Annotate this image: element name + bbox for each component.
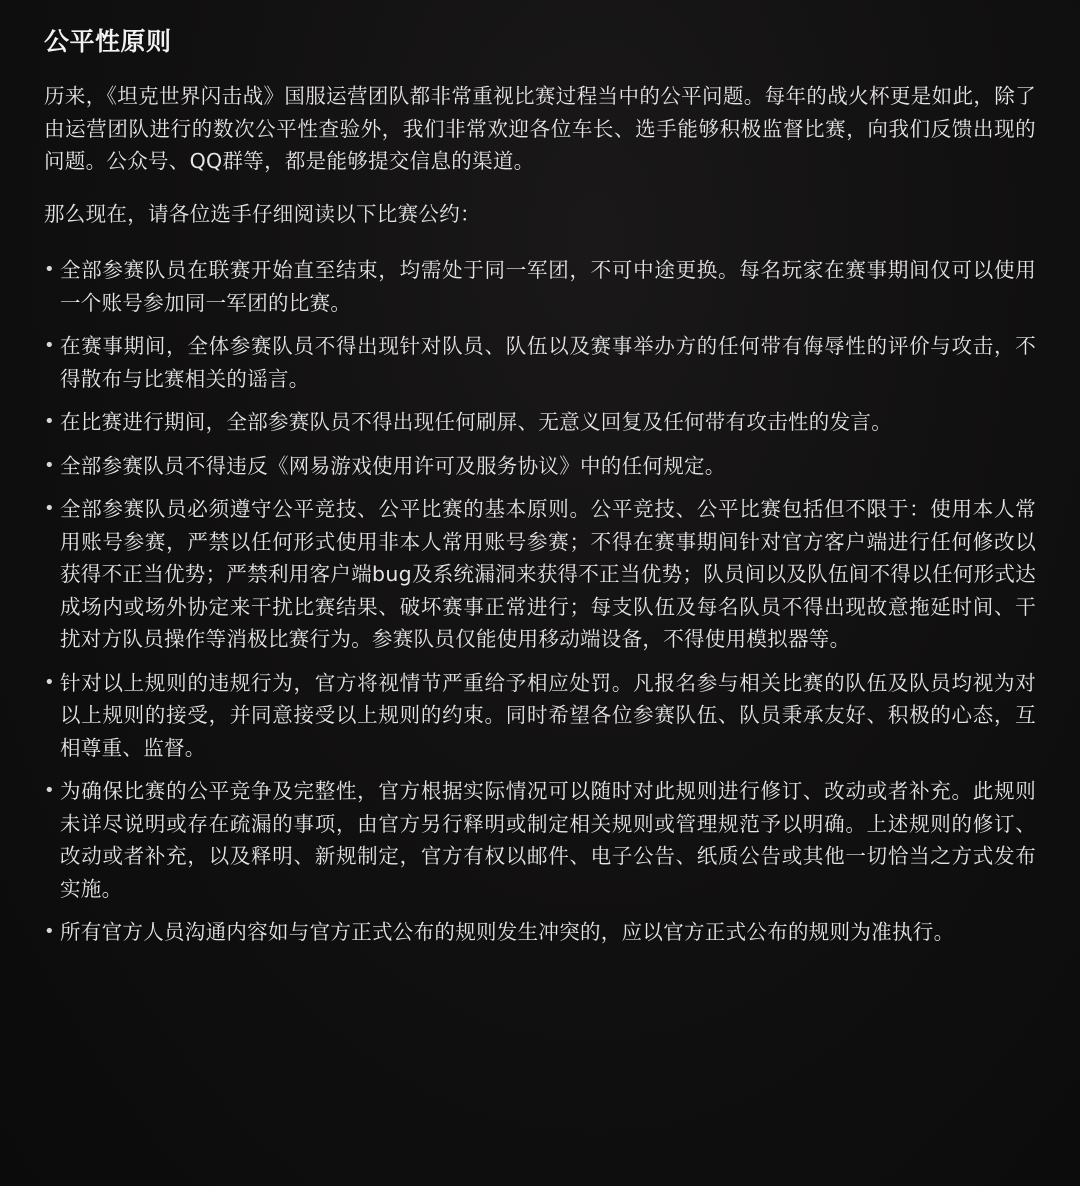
lead-paragraph: 那么现在，请各位选手仔细阅读以下比赛公约： [44, 201, 481, 226]
rule-text: 全部参赛队员必须遵守公平竞技、公平比赛的基本原则。公平竞技、公平比赛包括但不限于：使用本人常用账号参赛，严禁以任何形式使用非本人常用账号参赛；不得在赛事期间针对官方客户端进行任何修改以获得不正当优势；严禁利用客户端bug及系统漏洞来获得不正当优势；队员间以及队伍间不得以任何形式达成场内或场外协定来干扰比赛结果、破坏赛事正常进行；每支队伍及每名队员不得出现故意拖延时间、干扰对方队员操作等消极比赛行为。参赛队员仅能使用移动端设备，不得使用模拟器等。 [60, 497, 1036, 651]
rules-list [44, 254, 1036, 949]
rule-text: 针对以上规则的违规行为，官方将视情节严重给予相应处罚。凡报名参与相关比赛的队伍及队员均视为对以上规则的接受，并同意接受以上规则的约束。同时希望各位参赛队伍、队员秉承友好、积极的心态，互相尊重、监督。 [60, 670, 1036, 760]
rule-text: 为确保比赛的公平竞争及完整性，官方根据实际情况可以随时对此规则进行修订、改动或者补充。此规则未详尽说明或存在疏漏的事项，由官方另行释明或制定相关规则或管理规范予以明确。上述规则的修订、改动或者补充，以及释明、新规制定，官方有权以邮件、电子公告、纸质公告或其他一切恰当之方式发布实施。 [60, 779, 1036, 901]
rule-text: 在赛事期间，全体参赛队员不得出现针对队员、队伍以及赛事举办方的任何带有侮辱性的评价与攻击，不得散布与比赛相关的谣言。 [60, 334, 1036, 391]
bullet-icon: • [44, 454, 55, 476]
rule-item [44, 450, 1036, 483]
rule-text: 全部参赛队员不得违反《网易游戏使用许可及服务协议》中的任何规定。 [60, 453, 726, 478]
rule-item [44, 775, 1036, 905]
rule-text: 在比赛进行期间，全部参赛队员不得出现任何刷屏、无意义回复及任何带有攻击性的发言。 [60, 410, 892, 434]
rule-item [44, 254, 1036, 319]
rule-item [44, 406, 1036, 439]
bullet-icon: • [44, 780, 55, 801]
intro-paragraph: 历来，《坦克世界闪击战》国服运营团队都非常重视比赛过程当中的公平问题。每年的战火杯更是如此，除了由运营团队进行的数次公平性查验外，我们非常欢迎各位车长、选手能够积极监督比赛，向我们反馈出现的问题。公众号、QQ群等，都是能够提交信息的渠道。 [44, 84, 1036, 173]
bullet-icon: • [44, 259, 55, 280]
rule-text: 所有官方人员沟通内容如与官方正式公布的规则发生冲突的，应以官方正式公布的规则为准执行。 [60, 920, 955, 944]
rule-item [44, 493, 1036, 656]
rule-item [44, 916, 1036, 949]
rule-item [44, 330, 1036, 395]
bullet-icon: • [44, 335, 55, 356]
bullet-icon: • [44, 498, 55, 519]
section-title: 公平性原则 [44, 27, 172, 56]
rule-item [44, 667, 1036, 765]
bullet-icon: • [44, 921, 55, 942]
bullet-icon: • [44, 411, 55, 432]
bullet-icon: • [44, 671, 55, 693]
rule-text: 全部参赛队员在联赛开始直至结束，均需处于同一军团，不可中途更换。每名玩家在赛事期间仅可以使用一个账号参加同一军团的比赛。 [60, 258, 1036, 315]
